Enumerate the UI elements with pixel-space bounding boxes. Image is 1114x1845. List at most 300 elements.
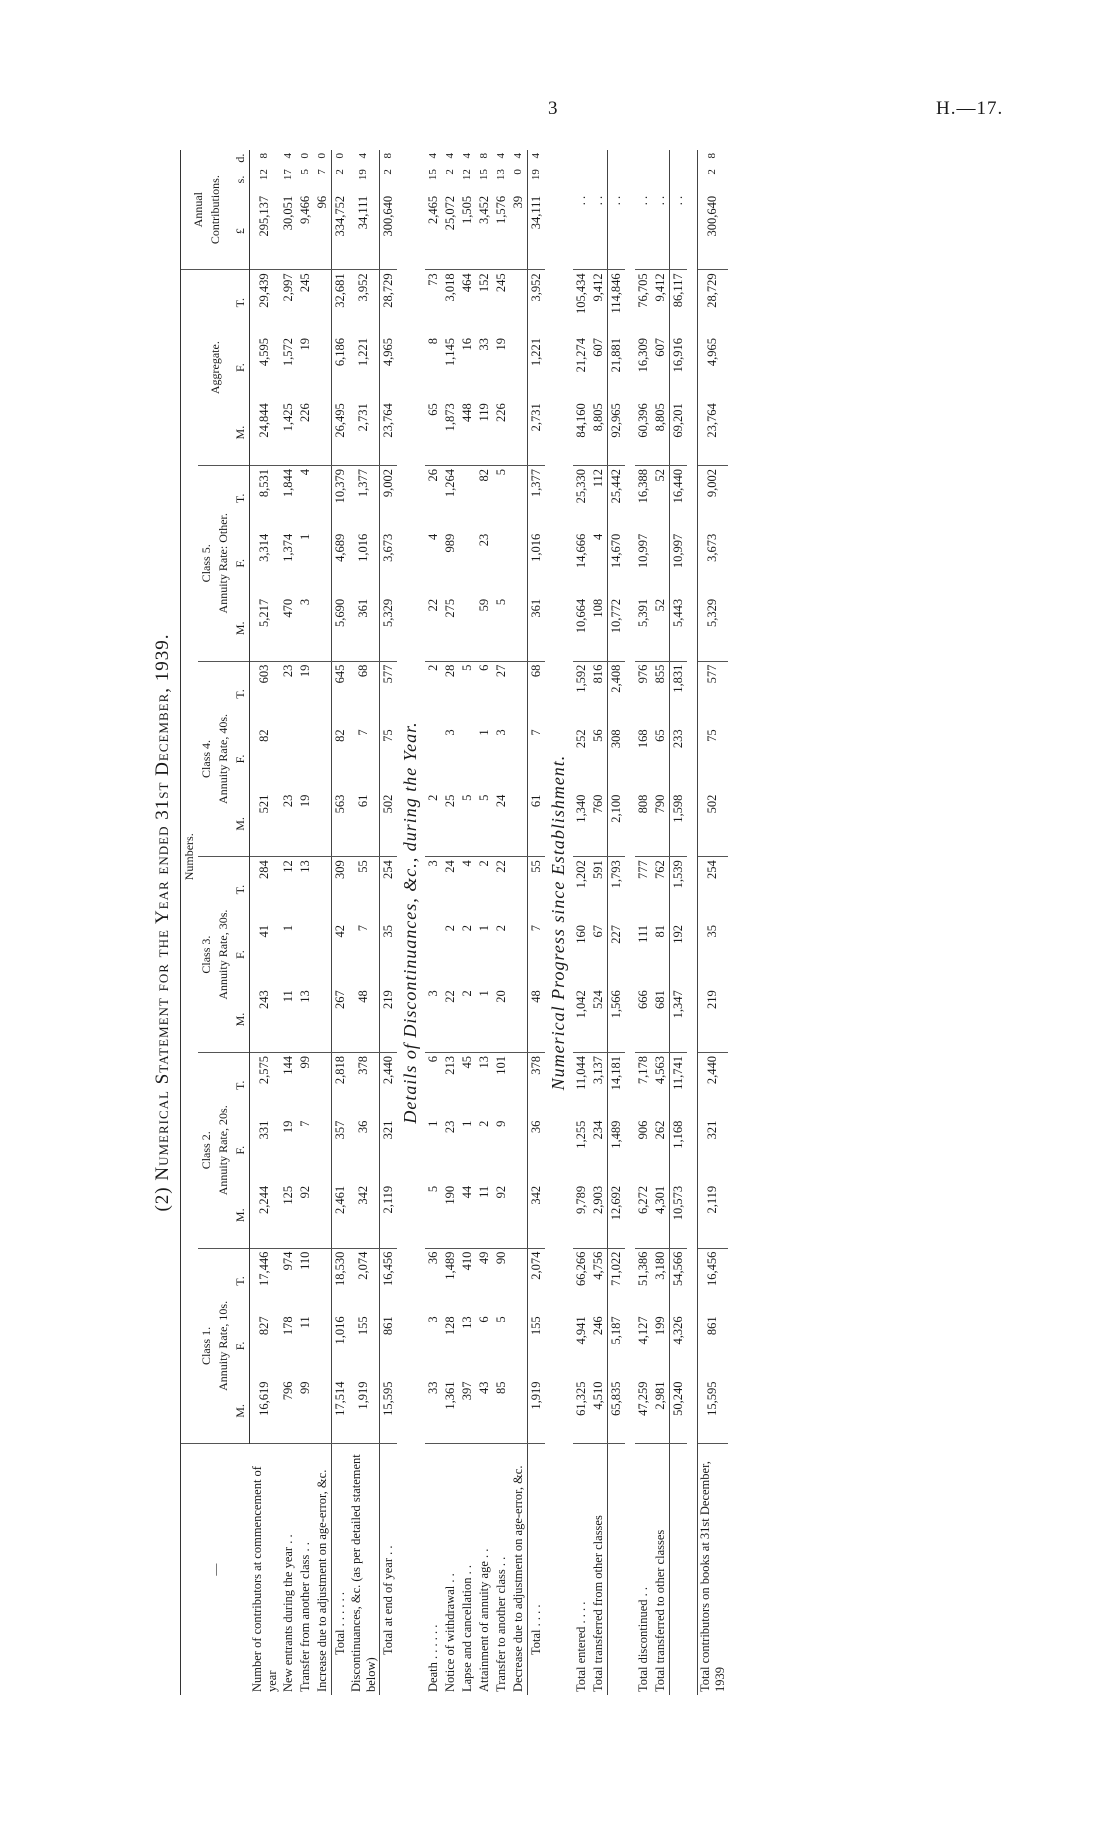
contribution-cell: 4 <box>426 153 439 159</box>
sub-header-t: T. <box>232 1052 250 1117</box>
section-heading <box>545 150 573 1695</box>
table-cell: 8,805 <box>590 400 608 465</box>
contribution-cell: 30,051 <box>280 193 297 270</box>
table-cell: 82 <box>331 726 349 791</box>
contribution-cell: 34,111 <box>527 193 545 270</box>
table-cell: 2 <box>459 925 474 932</box>
table-cell: 15,595 <box>379 1379 397 1444</box>
table-cell: 1 <box>297 533 312 540</box>
table-cell: 6,186 <box>331 335 349 400</box>
contribution-cell: 4 <box>494 153 507 159</box>
table-cell: 861 <box>697 1313 728 1378</box>
table-cell: 502 <box>697 792 728 857</box>
table-cell: 234 <box>590 1120 605 1140</box>
table-cell: 92,965 <box>607 400 625 465</box>
table-row <box>635 150 652 1695</box>
table-cell: 4,127 <box>635 1316 650 1345</box>
row-label: Notice of withdrawal . . <box>442 1573 457 1692</box>
table-cell: 28,729 <box>697 270 728 335</box>
table-cell: 1,168 <box>669 1118 687 1183</box>
table-cell: 2,903 <box>590 1183 608 1248</box>
table-cell: 48 <box>527 987 545 1052</box>
statement-body <box>250 150 728 1695</box>
class-3-header: Class 3. Annuity Rate, 30s. <box>198 857 232 1053</box>
table-cell: 112 <box>590 468 605 488</box>
table-cell: 521 <box>250 792 280 857</box>
table-cell: 82 <box>476 468 491 482</box>
contribution-cell: 8 <box>379 150 397 166</box>
table-cell <box>510 1052 528 1117</box>
table-cell: 105,434 <box>573 273 588 314</box>
table-cell: 1,489 <box>442 1251 457 1280</box>
table-cell: 1 <box>476 729 491 736</box>
table-cell: 125 <box>280 1183 297 1248</box>
contribution-cell: 4 <box>443 153 456 159</box>
contribution-cell: 34,111 <box>349 193 380 270</box>
table-row <box>314 150 332 1695</box>
table-cell: 9,412 <box>652 273 667 302</box>
table-cell: 267 <box>331 987 349 1052</box>
table-cell: 989 <box>442 533 457 553</box>
contribution-cell: 12 <box>460 169 473 181</box>
table-cell: 73 <box>425 273 440 286</box>
table-cell: 4,941 <box>573 1316 588 1345</box>
table-cell: 591 <box>590 860 605 880</box>
table-cell: 8,805 <box>652 400 670 465</box>
table-cell: 1,255 <box>573 1120 588 1149</box>
sub-header-m: M. <box>232 400 250 465</box>
table-cell: 1,425 <box>280 400 297 465</box>
contribution-cell: 1,505 <box>459 193 476 270</box>
table-cell: 16,440 <box>669 465 687 530</box>
sub-header-f: F. <box>232 922 250 987</box>
table-cell: 67 <box>590 925 605 938</box>
table-cell: 3,673 <box>697 531 728 596</box>
table-cell: 262 <box>652 1120 667 1140</box>
table-cell: 243 <box>250 987 280 1052</box>
sub-header-m: M. <box>232 596 250 661</box>
table-cell: 22 <box>425 596 442 661</box>
table-cell <box>510 857 528 922</box>
table-cell <box>510 400 528 465</box>
table-cell: 20 <box>493 987 510 1052</box>
table-cell: 11 <box>297 1316 312 1329</box>
table-cell: 36 <box>356 1120 370 1134</box>
contribution-cell: 2 <box>331 166 349 193</box>
contribution-cell <box>573 166 590 193</box>
table-cell: 24 <box>442 860 457 873</box>
table-cell: 2 <box>442 925 457 932</box>
table-row <box>349 150 380 1695</box>
table-cell <box>297 726 314 791</box>
table-cell: 1,221 <box>356 338 370 367</box>
table-cell: 11 <box>280 987 297 1052</box>
table-cell: 4,563 <box>652 1055 667 1085</box>
contribution-cell <box>607 150 625 166</box>
spacer-row <box>625 150 635 1695</box>
contribution-cell: 295,137 <box>250 193 280 270</box>
table-cell: 27 <box>493 664 508 678</box>
money-unit-shillings: s. <box>232 166 250 193</box>
table-cell <box>314 596 332 661</box>
table-cell: 2,731 <box>527 400 545 465</box>
contribution-cell: 8 <box>258 153 271 159</box>
table-cell: 90 <box>493 1251 508 1265</box>
table-cell: 760 <box>590 792 608 857</box>
table-cell: 342 <box>527 1183 545 1248</box>
table-cell: 4 <box>425 533 440 540</box>
table-cell: 1,489 <box>607 1118 625 1183</box>
table-cell: 68 <box>356 664 370 678</box>
table-cell: 1,873 <box>442 400 459 465</box>
table-cell <box>314 400 332 465</box>
table-cell: 577 <box>379 661 397 726</box>
table-cell: 2,818 <box>331 1052 349 1117</box>
table-cell: 65 <box>652 729 667 742</box>
table-cell: 245 <box>297 273 312 293</box>
table-cell: 2,997 <box>280 273 295 302</box>
sub-header-m: M. <box>232 1183 250 1248</box>
table-cell: 13 <box>459 1316 474 1329</box>
contribution-cell: 2,465 <box>425 193 442 270</box>
table-cell: 24,844 <box>250 400 280 465</box>
table-cell: 3 <box>425 860 440 867</box>
table-cell: 2 <box>425 664 440 671</box>
table-cell: 1,016 <box>331 1313 349 1378</box>
contribution-cell: 1,576 <box>493 193 510 270</box>
sub-header-f: F. <box>232 726 250 791</box>
row-label: Total entered . . . . <box>573 1601 588 1692</box>
table-cell: 26 <box>425 468 440 482</box>
contribution-cell: 4 <box>511 153 524 159</box>
row-label: Total transferred to other classes <box>652 1529 667 1692</box>
table-cell: 101 <box>493 1055 508 1075</box>
table-cell: 1 <box>459 1120 474 1127</box>
table-cell: 2 <box>425 792 442 857</box>
table-cell: 22 <box>493 860 508 873</box>
contribution-cell: 0 <box>331 150 349 166</box>
row-label: Transfer from another class . . <box>297 1542 312 1692</box>
table-cell <box>425 726 442 791</box>
table-cell: 563 <box>331 792 349 857</box>
total-row <box>697 150 728 1695</box>
table-cell: 378 <box>527 1052 545 1117</box>
table-cell: 3 <box>425 987 442 1052</box>
table-cell: 41 <box>257 925 272 938</box>
table-cell: 3 <box>442 729 457 736</box>
table-cell: 25,330 <box>573 468 588 504</box>
title-text: Numerical Statement for the Year ended 31st December, 1939. <box>152 633 173 1181</box>
table-cell: 1,347 <box>669 987 687 1052</box>
table-cell <box>510 531 528 596</box>
table-cell: 23,764 <box>697 400 728 465</box>
table-cell: 33 <box>476 338 491 351</box>
table-cell: 5 <box>493 596 510 661</box>
contribution-cell: 5 <box>298 169 311 175</box>
aggregate-header: Aggregate. <box>198 270 232 466</box>
table-cell: 35 <box>379 922 397 987</box>
table-cell <box>510 596 528 661</box>
table-cell: 36 <box>527 1118 545 1183</box>
contribution-cell: 0 <box>315 153 328 159</box>
table-cell: 19 <box>280 1120 295 1134</box>
row-label: Decrease due to adjustment on age-error, &c. <box>510 1465 525 1692</box>
table-cell: 111 <box>635 925 650 943</box>
table-cell: 23 <box>476 533 491 547</box>
table-cell: 6 <box>476 1316 491 1323</box>
statement-title <box>150 150 176 1695</box>
table-cell: 13 <box>297 987 314 1052</box>
numerical-statement-table <box>180 150 728 1695</box>
contribution-cell: 19 <box>527 166 545 193</box>
contribution-cell: 2 <box>379 166 397 193</box>
contribution-cell: 7 <box>315 169 328 175</box>
table-cell: 4,965 <box>379 335 397 400</box>
table-cell: 1,202 <box>573 860 588 889</box>
contribution-cell: . . <box>607 193 625 270</box>
table-cell <box>314 335 332 400</box>
table-cell: 1 <box>476 987 493 1052</box>
table-cell: 5 <box>493 1316 508 1323</box>
contribution-cell: . . <box>590 193 608 270</box>
table-cell: 61 <box>349 792 380 857</box>
table-cell: 10,772 <box>607 596 625 661</box>
table-cell: 7 <box>527 726 545 791</box>
table-cell: 331 <box>257 1120 272 1140</box>
table-cell: 3,018 <box>442 273 457 302</box>
table-cell: 6 <box>476 664 491 671</box>
contribution-cell <box>590 166 608 193</box>
row-label: Total at end of year . . <box>379 1444 397 1695</box>
table-cell: 14,670 <box>607 531 625 596</box>
table-cell <box>314 661 332 726</box>
table-cell: 36 <box>425 1251 440 1265</box>
table-row <box>476 150 493 1695</box>
table-cell <box>510 922 528 987</box>
money-unit-pounds: £ <box>232 193 250 270</box>
contribution-cell: 15 <box>477 169 490 181</box>
table-cell <box>314 1052 332 1117</box>
table-cell: 4,301 <box>652 1183 670 1248</box>
table-cell: 2,440 <box>379 1052 397 1117</box>
table-cell: 2,100 <box>607 792 625 857</box>
row-label: New entrants during the year . . <box>280 1534 295 1692</box>
table-cell <box>510 1313 528 1378</box>
table-row <box>573 150 590 1695</box>
table-cell: 1,566 <box>607 987 625 1052</box>
table-cell: 284 <box>257 860 272 880</box>
table-cell: 762 <box>652 860 667 880</box>
table-cell: 7 <box>356 925 370 932</box>
table-cell: 1,844 <box>280 468 295 498</box>
table-cell: 666 <box>635 987 652 1052</box>
contribution-cell <box>669 150 687 166</box>
table-cell: 5,443 <box>669 596 687 661</box>
table-cell: 85 <box>493 1379 510 1444</box>
spacer-cell <box>687 150 698 1695</box>
table-cell: 86,117 <box>669 270 687 335</box>
table-cell <box>459 596 476 661</box>
table-cell: 92 <box>493 1183 510 1248</box>
table-cell <box>314 792 332 857</box>
contribution-cell: 4 <box>460 153 473 159</box>
table-cell: 92 <box>297 1183 314 1248</box>
table-cell: 5,329 <box>697 596 728 661</box>
table-cell <box>459 465 476 530</box>
discontinuances-heading: Details of Discontinuances, &c., during the Year. <box>400 721 420 1124</box>
table-cell: 45 <box>459 1055 474 1069</box>
table-cell: 49 <box>476 1251 491 1265</box>
table-cell: 5,187 <box>607 1313 625 1378</box>
table-cell: 808 <box>635 792 652 857</box>
row-label: Discontinuances, &c. (as per detailed statement below) <box>348 1454 378 1692</box>
table-cell: 502 <box>379 792 397 857</box>
table-cell: 51,386 <box>635 1251 650 1286</box>
table-cell: 5 <box>459 792 476 857</box>
table-cell: 5,690 <box>331 596 349 661</box>
table-row <box>250 150 280 1695</box>
table-cell: 1,361 <box>442 1379 459 1444</box>
contribution-cell: 0 <box>298 153 311 159</box>
contribution-cell: 300,640 <box>697 193 728 270</box>
table-cell: 1 <box>425 1120 440 1127</box>
table-cell: 2,408 <box>607 661 625 726</box>
table-cell: 252 <box>573 729 588 749</box>
table-cell <box>314 726 332 791</box>
table-cell: 10,997 <box>669 531 687 596</box>
table-cell: 119 <box>476 400 493 465</box>
table-cell: 524 <box>590 987 608 1052</box>
table-cell: 42 <box>331 922 349 987</box>
table-cell: 470 <box>280 596 297 661</box>
table-cell: 18,530 <box>331 1248 349 1313</box>
sub-header-t: T. <box>232 270 250 335</box>
total-row <box>607 150 625 1695</box>
sub-header-t: T. <box>232 465 250 530</box>
rotated-statement <box>150 150 1045 1695</box>
row-label: Total transferred from other classes <box>590 1515 605 1692</box>
sub-header-f: F. <box>232 335 250 400</box>
table-cell: 816 <box>590 664 605 684</box>
table-cell: 3,314 <box>257 533 272 562</box>
table-cell: 9,412 <box>590 273 605 302</box>
contribution-cell: 4 <box>357 153 369 159</box>
table-cell: 65 <box>425 400 442 465</box>
contribution-cell: 25,072 <box>442 193 459 270</box>
table-cell <box>459 531 476 596</box>
row-label: Death . . . . . . <box>425 1624 440 1692</box>
table-cell: 603 <box>257 664 272 684</box>
contribution-cell: 334,752 <box>331 193 349 270</box>
table-cell: 1,377 <box>356 468 370 498</box>
table-cell: 2,074 <box>527 1248 545 1313</box>
table-cell: 108 <box>590 596 608 661</box>
title-prefix: (2) <box>152 1180 173 1212</box>
table-cell: 82 <box>257 729 272 742</box>
contribution-cell: 300,640 <box>379 193 397 270</box>
contribution-cell: 8 <box>477 153 490 159</box>
table-cell: 1,919 <box>349 1379 380 1444</box>
table-cell: 2,119 <box>379 1183 397 1248</box>
table-row <box>510 150 528 1695</box>
table-cell: 75 <box>697 726 728 791</box>
table-cell: 227 <box>607 922 625 987</box>
table-cell: 9,789 <box>573 1183 590 1248</box>
table-cell: 75 <box>379 726 397 791</box>
table-cell: 28,729 <box>379 270 397 335</box>
table-cell <box>510 1248 528 1313</box>
table-cell: 9 <box>493 1120 508 1127</box>
table-cell: 3 <box>425 1316 440 1323</box>
table-cell: 7,178 <box>635 1055 650 1085</box>
table-cell: 199 <box>652 1316 667 1336</box>
table-row <box>652 150 670 1695</box>
table-cell: 25 <box>442 792 459 857</box>
table-cell: 16,456 <box>379 1248 397 1313</box>
table-row <box>425 150 442 1695</box>
table-cell: 33 <box>425 1379 442 1444</box>
table-cell: 8 <box>425 338 440 345</box>
table-cell <box>510 661 528 726</box>
total-row <box>331 150 349 1695</box>
table-cell: 321 <box>379 1118 397 1183</box>
table-cell: 577 <box>697 661 728 726</box>
table-cell: 84,160 <box>573 400 590 465</box>
table-cell: 245 <box>493 273 508 293</box>
table-cell: 55 <box>527 857 545 922</box>
table-cell: 23 <box>442 1120 457 1134</box>
table-cell: 777 <box>635 860 650 880</box>
table-cell: 60,396 <box>635 400 652 465</box>
table-row <box>459 150 476 1695</box>
sub-header-t: T. <box>232 857 250 922</box>
table-cell <box>459 726 476 791</box>
table-cell <box>652 531 670 596</box>
table-cell: 464 <box>459 273 474 293</box>
contribution-cell: 13 <box>494 169 507 181</box>
table-cell <box>314 465 332 530</box>
total-row <box>669 150 687 1695</box>
annual-contributions-header: Annual Contributions. <box>181 150 233 270</box>
table-row <box>493 150 510 1695</box>
table-cell: 1 <box>476 925 491 932</box>
table-cell: 2 <box>459 987 476 1052</box>
table-cell: 3,137 <box>590 1055 605 1085</box>
contribution-cell: 4 <box>527 150 545 166</box>
row-label: Total . . . . . . <box>331 1444 349 1695</box>
table-cell: 3,952 <box>527 270 545 335</box>
contribution-cell <box>607 166 625 193</box>
table-cell: 155 <box>527 1313 545 1378</box>
sub-header-m: M. <box>232 792 250 857</box>
table-cell: 1,340 <box>573 792 590 857</box>
table-cell: 10,573 <box>669 1183 687 1248</box>
table-cell: 1,221 <box>527 335 545 400</box>
contribution-cell: 4 <box>281 153 294 159</box>
spacer-row <box>687 150 698 1695</box>
table-cell: 4,510 <box>590 1379 608 1444</box>
table-cell: 59 <box>476 596 493 661</box>
sub-header-m: M. <box>232 987 250 1052</box>
contribution-cell <box>573 150 590 166</box>
table-cell: 827 <box>257 1316 272 1336</box>
table-cell: 32,681 <box>331 270 349 335</box>
table-cell <box>314 1118 332 1183</box>
class-1-header: Class 1. Annuity Rate, 10s. <box>198 1248 232 1444</box>
total-row <box>379 150 397 1695</box>
table-cell <box>510 1379 528 1444</box>
row-label: Transfer to another class . . <box>493 1556 508 1692</box>
